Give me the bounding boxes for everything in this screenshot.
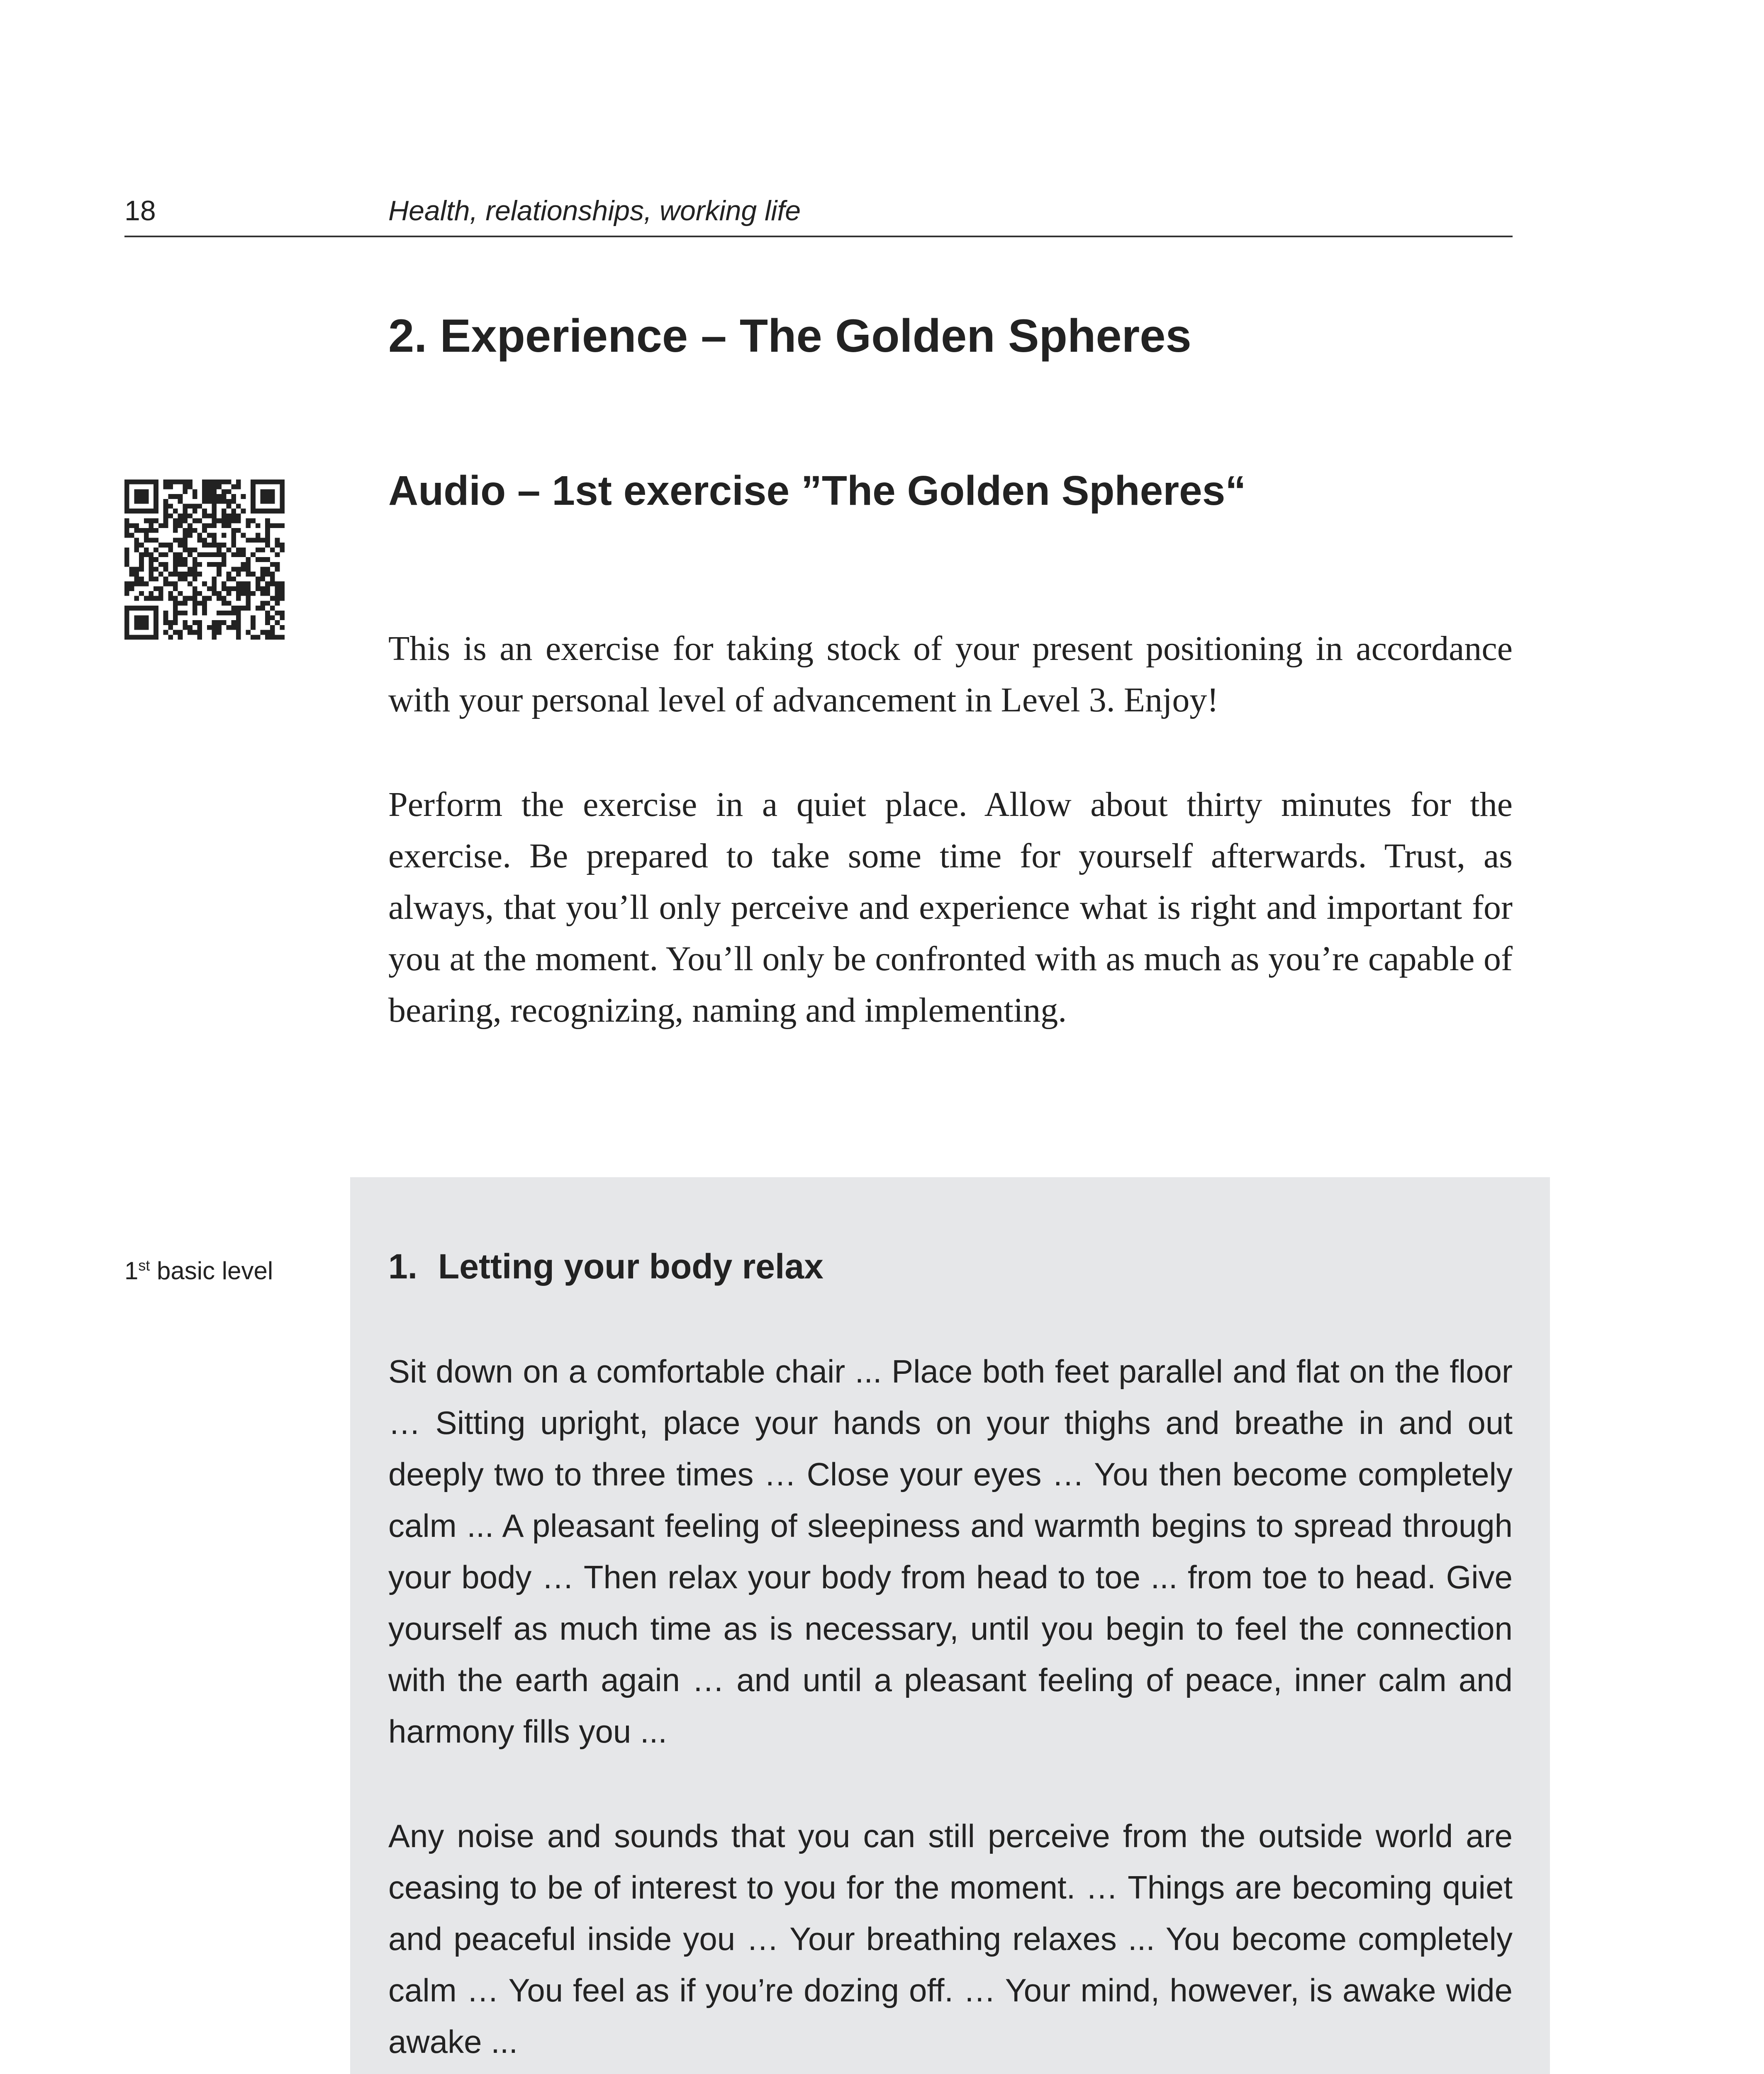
exercise-paragraph-1: Sit down on a comfortable chair ... Place both feet parallel and flat on the floor … Sitting upright, place your hands on your thighs and breathe in and out deeply two to three times … Close your eyes … You then become completely calm ... A pleasant feeling of sleepiness and warmth begins to spread through your body … Then relax your body from head to toe ... from toe to head. Give yourself as much time as is necessary, until you begin to feel the connection with the earth again … and until a pleasant feeling of peace, inner calm and harmony fills you ... — [388, 1353, 1513, 1750]
margin-note-label: basic level — [150, 1257, 273, 1285]
margin-note — [124, 1254, 273, 1288]
qr-code-icon — [124, 480, 285, 640]
exercise-paragraph-2: Any noise and sounds that you can still perceive from the outside world are ceasing to be of interest to you for the moment. … Things are becoming quiet and peaceful inside you … Your breathing relaxes ... You become completely calm … You feel as if you’re dozing off. … Your mind, however, is awake wide awake ... — [388, 1818, 1513, 2060]
margin-note-superscript: st — [138, 1257, 150, 1274]
exercise-number: 1. — [388, 1247, 418, 1286]
page-number: 18 — [124, 195, 156, 226]
margin-note-number: 1 — [124, 1257, 139, 1285]
intro-paragraph-1: This is an exercise for taking stock of your present positioning in accordance with your personal level of advancement in Level 3. Enjoy! — [388, 629, 1513, 719]
header-rule — [124, 236, 1513, 237]
exercise-heading — [388, 1244, 824, 1289]
running-title: Health, relationships, working life — [388, 195, 801, 226]
intro-paragraph-2: Perform the exercise in a quiet place. Allow about thirty minutes for the exercise. Be prepared to take some time for yourself afterwards. Trust, as always, that you’ll only perceive and experience what is right and important for you at the moment. You’ll only be confronted with as much as you’re capable of bearing, recognizing, naming and implementing. — [388, 785, 1513, 1030]
chapter-title: 2. Experience – The Golden Spheres — [388, 310, 1191, 362]
audio-exercise-title: Audio – 1st exercise ”The Golden Spheres“ — [388, 467, 1246, 514]
exercise-heading-text: Letting your body relax — [438, 1247, 824, 1286]
